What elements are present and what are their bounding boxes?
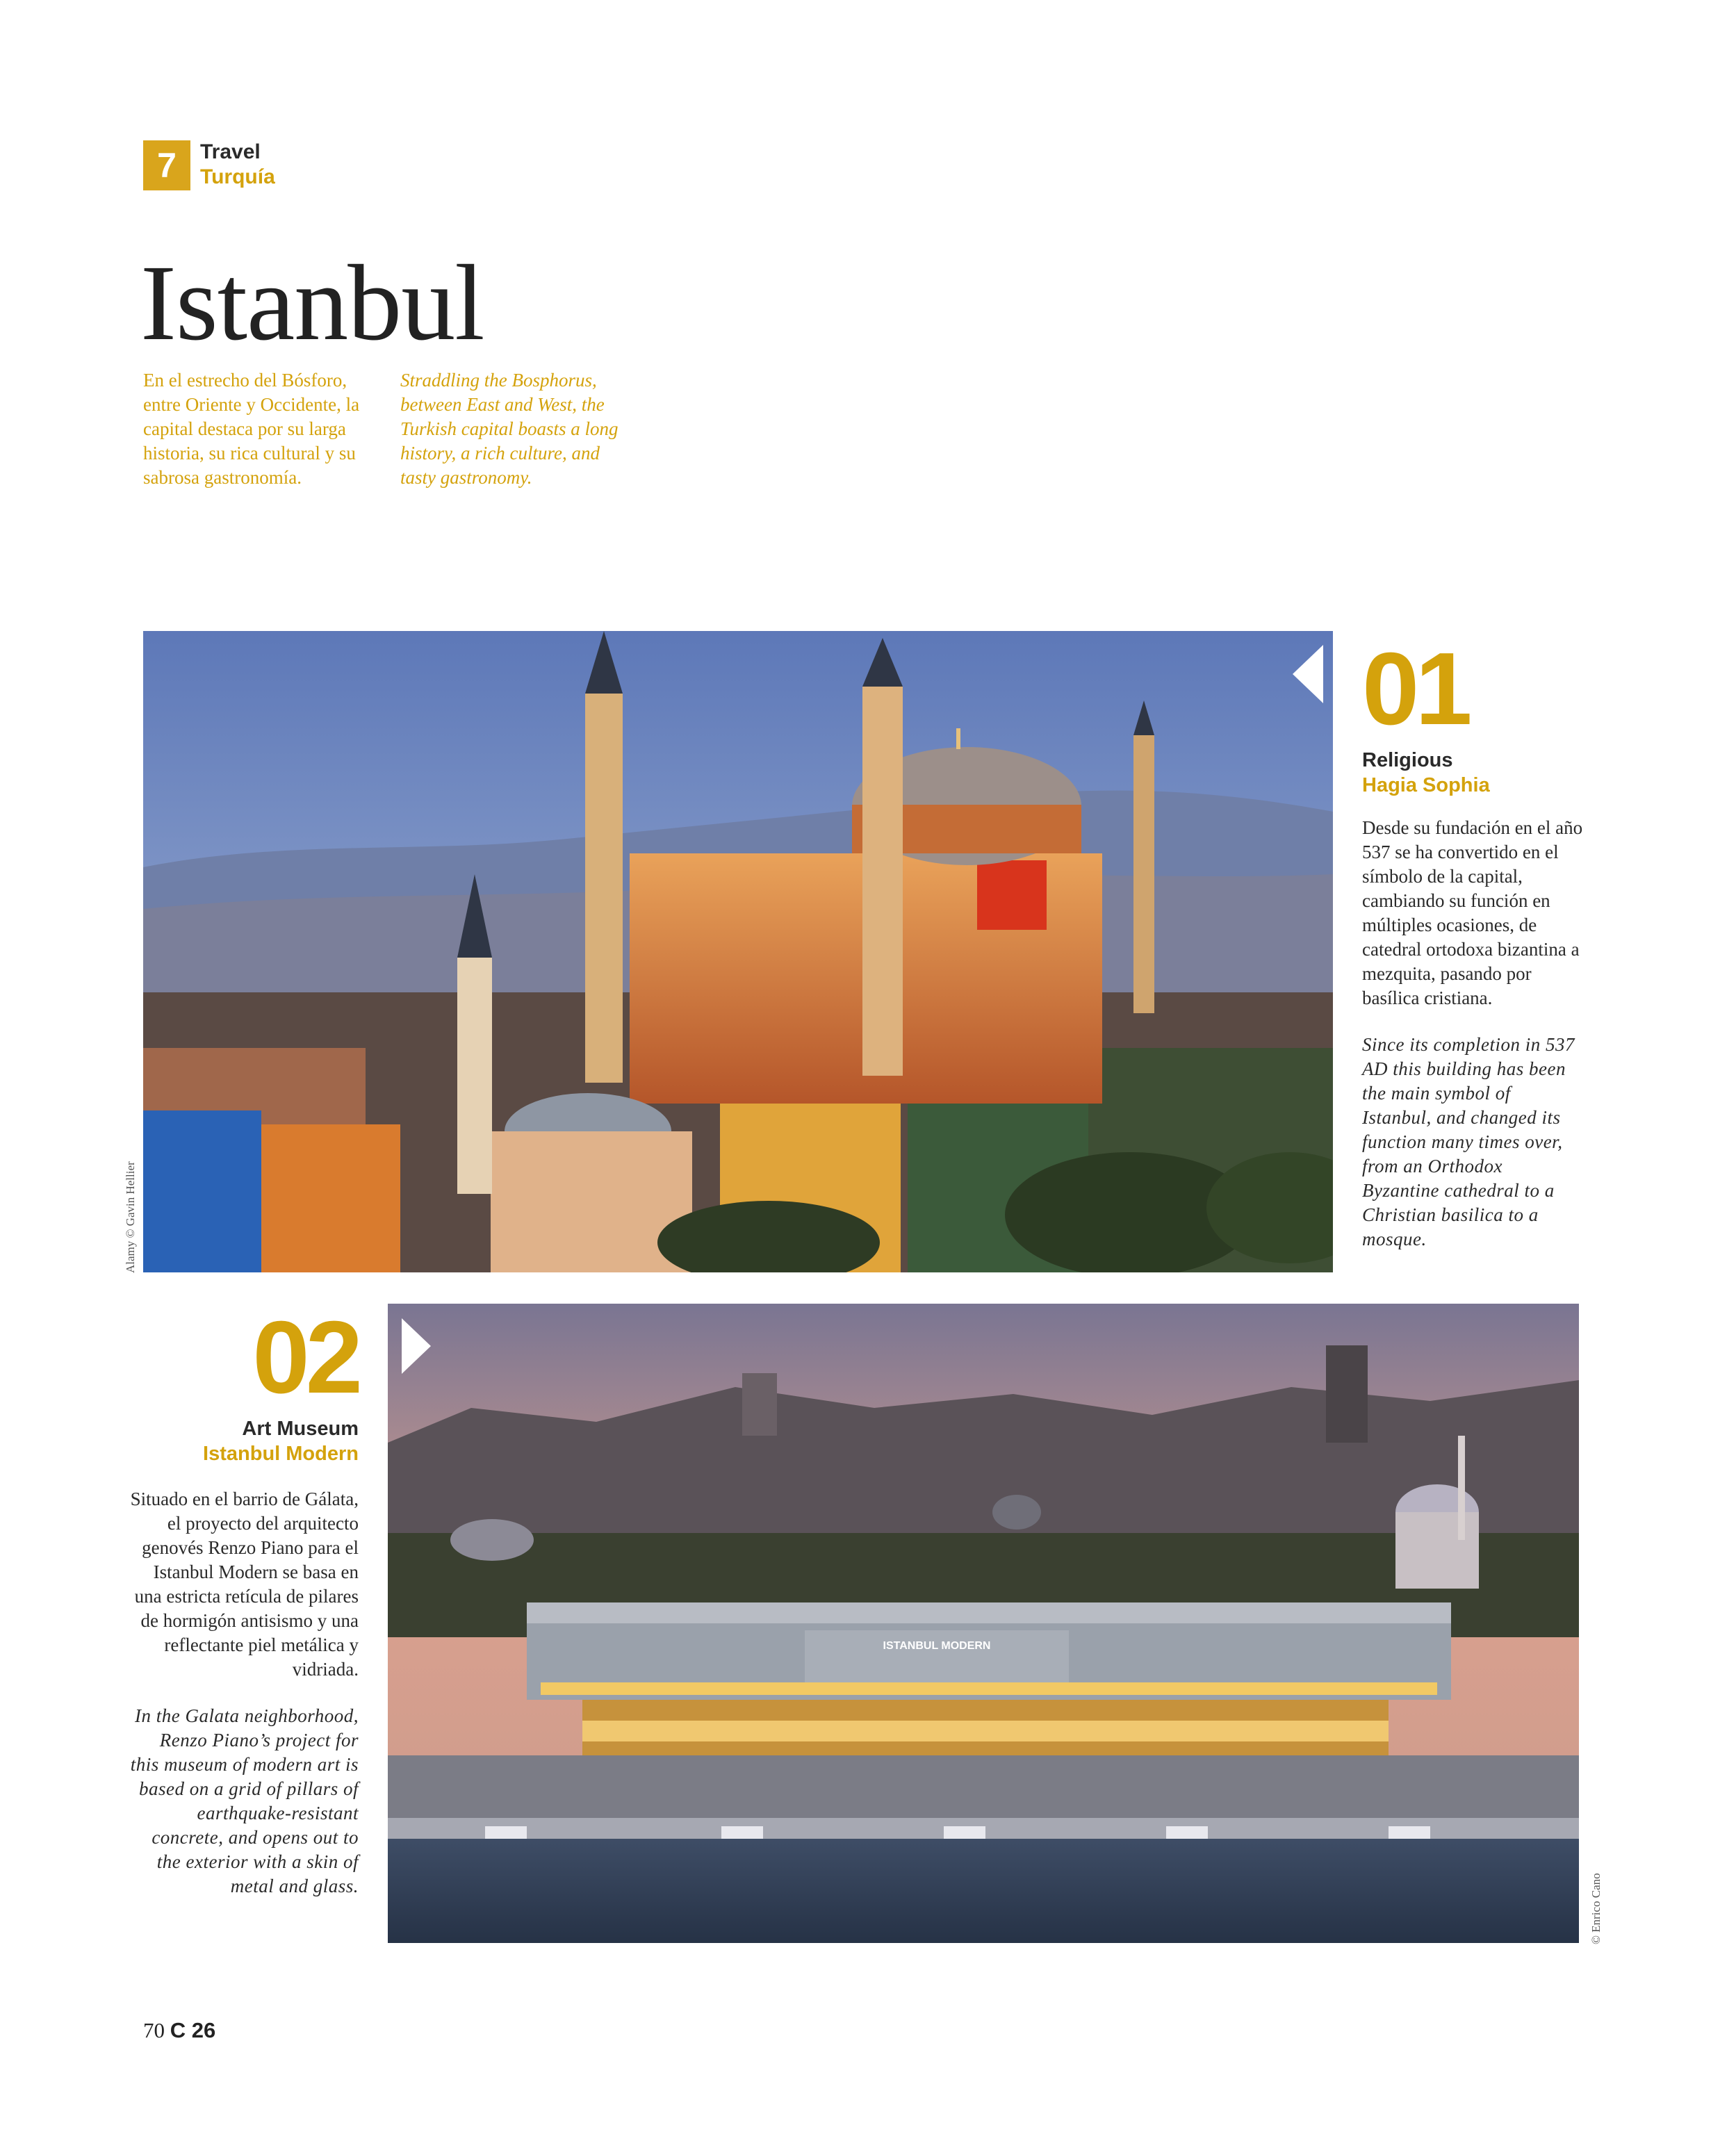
hagia-sophia-photo bbox=[143, 631, 1333, 1272]
item-hagia-sophia bbox=[1362, 632, 1584, 1252]
item-place: Hagia Sophia bbox=[1362, 774, 1490, 796]
section-label-en: Travel bbox=[200, 140, 261, 163]
item-number: 01 bbox=[1362, 632, 1468, 746]
section-number: 7 bbox=[143, 140, 190, 190]
istanbul-modern-photo bbox=[388, 1304, 1579, 1943]
page-number: 70 bbox=[143, 2018, 165, 2042]
intro-es: En el estrecho del Bósforo, entre Oriente y Occidente, la capital destaca por su larga historia, su rica cultural y su sabrosa gastronomía. bbox=[143, 370, 360, 488]
item-category: Art Museum bbox=[242, 1418, 359, 1440]
item-body-es: Desde su fundación en el año 537 se ha convertido en el símbolo de la capital, cambiando su función en múltiples ocasiones, de catedral ortodoxa bizantina a mezquita, pasando por basílica cristiana. bbox=[1362, 817, 1583, 1008]
section-label-es: Turquía bbox=[200, 165, 275, 188]
item-body-en: In the Galata neighborhood, Renzo Piano’s project for this museum of modern art is based on a grid of pillars of earthquake-resistant concrete, and opens out to the exterior with a skin of metal and glass. bbox=[130, 1705, 359, 1896]
photo-credit-1: Alamy © Gavin Hellier bbox=[124, 1161, 137, 1273]
item-istanbul-modern bbox=[129, 1300, 359, 1899]
page-title: Istanbul bbox=[140, 243, 484, 363]
item-number: 02 bbox=[252, 1300, 359, 1415]
arrow-right-icon bbox=[402, 1318, 431, 1374]
page-footer bbox=[143, 2018, 215, 2043]
magazine-issue: C 26 bbox=[170, 2018, 216, 2042]
arrow-left-icon bbox=[1293, 645, 1323, 703]
photo-credit-2: © Enrico Cano bbox=[1589, 1873, 1603, 1944]
item-category: Religious bbox=[1362, 749, 1453, 771]
item-body-es: Situado en el barrio de Gálata, el proyecto del arquitecto genovés Renzo Piano para el Istanbul Modern se basa en una estricta retícula de pilares de hormigón antisismo y una reflectante piel metálica y vidriada. bbox=[130, 1489, 359, 1680]
item-body-en: Since its completion in 537 AD this building has been the main symbol of Istanbul, and changed its function many times over, from an Orthodox Byzantine cathedral to a Christian basilica to a mosque. bbox=[1362, 1034, 1575, 1249]
building-sign: ISTANBUL MODERN bbox=[883, 1640, 991, 1652]
section-tag bbox=[143, 140, 421, 196]
item-place: Istanbul Modern bbox=[203, 1443, 359, 1465]
intro-en: Straddling the Bosphorus, between East and West, the Turkish capital boasts a long history, a rich culture, and tasty gastronomy. bbox=[400, 370, 619, 488]
